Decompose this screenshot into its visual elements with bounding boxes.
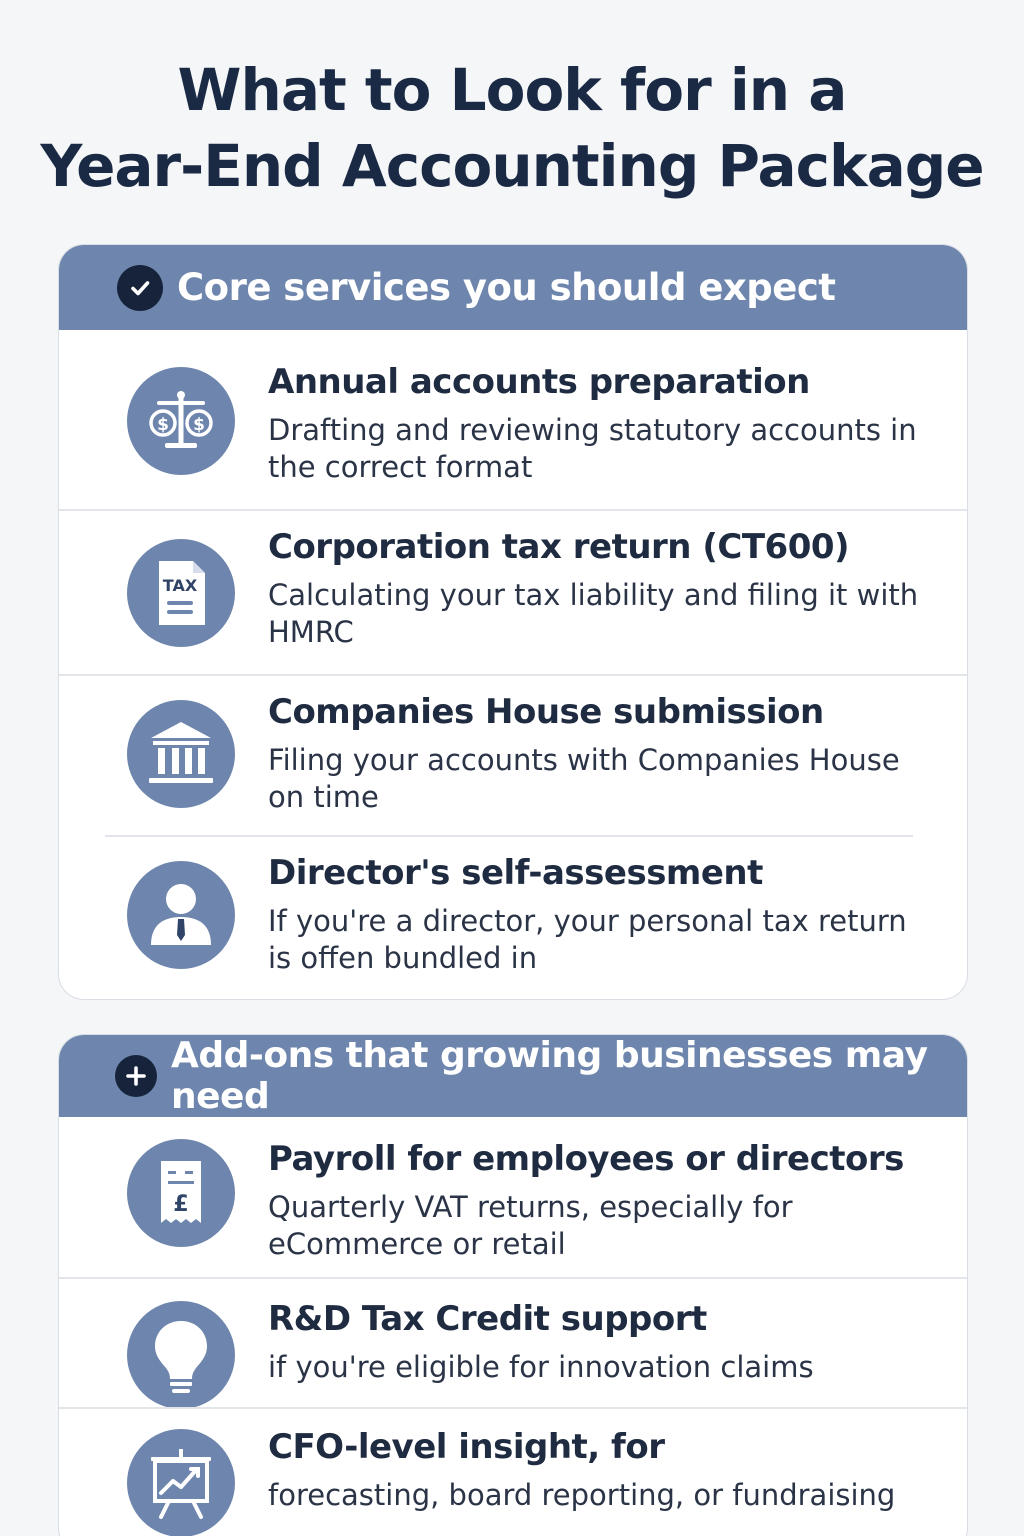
addon-title: Payroll for employees or directors <box>268 1139 904 1179</box>
receipt-pound-icon <box>127 1139 235 1247</box>
service-title: Corporation tax return (CT600) <box>268 527 850 567</box>
plus-icon <box>115 1055 157 1097</box>
director-person-icon <box>127 861 235 969</box>
page-title <box>0 52 1024 204</box>
presentation-chart-icon <box>127 1429 235 1536</box>
addon-item-rd-tax-credit <box>59 1279 968 1407</box>
core-services-card <box>58 244 968 1000</box>
bank-building-icon <box>127 700 235 808</box>
addon-description: if you're eligible for innovation claims <box>268 1350 814 1384</box>
service-description: Filing your accounts with Companies House on time <box>268 743 900 814</box>
service-item-companies-house <box>59 676 968 837</box>
addon-title: CFO-level insight, for <box>268 1427 665 1467</box>
core-services-header <box>59 245 967 330</box>
service-item-director-self-assessment <box>59 837 968 1000</box>
tax-document-icon <box>127 539 235 647</box>
check-icon <box>117 265 163 311</box>
addon-item-cfo-insight <box>59 1409 968 1536</box>
addon-title: R&D Tax Credit support <box>268 1299 707 1339</box>
tax-icon-label: TAX <box>162 576 198 595</box>
addon-description: forecasting, board reporting, or fundraising <box>268 1478 896 1512</box>
page-title-line-1: What to Look for in a <box>177 56 847 124</box>
pound-icon-label: £ <box>173 1192 189 1217</box>
scales-dollar-icon <box>127 367 235 475</box>
addon-description: Quarterly VAT returns, especially for eCommerce or retail <box>268 1190 793 1261</box>
addons-header <box>59 1035 967 1117</box>
svg-text:$: $ <box>157 415 169 435</box>
addons-header-label: Add-ons that growing businesses may need <box>171 1035 928 1117</box>
lightbulb-icon <box>127 1301 235 1409</box>
service-description: If you're a director, your personal tax return is offen bundled in <box>268 904 907 975</box>
addons-card <box>58 1034 968 1536</box>
service-title: Companies House submission <box>268 692 824 732</box>
service-title: Annual accounts preparation <box>268 362 810 402</box>
svg-text:$: $ <box>193 415 205 435</box>
service-item-corporation-tax <box>59 511 968 674</box>
addon-item-payroll <box>59 1117 968 1277</box>
service-description: Drafting and reviewing statutory accounts in the correct format <box>268 413 917 484</box>
service-title: Director's self-assessment <box>268 853 763 893</box>
core-services-header-label: Core services you should expect <box>177 266 836 309</box>
page-title-line-2: Year-End Accounting Package <box>40 132 984 200</box>
service-item-annual-accounts <box>59 330 968 509</box>
service-description: Calculating your tax liability and filing it with HMRC <box>268 578 919 649</box>
